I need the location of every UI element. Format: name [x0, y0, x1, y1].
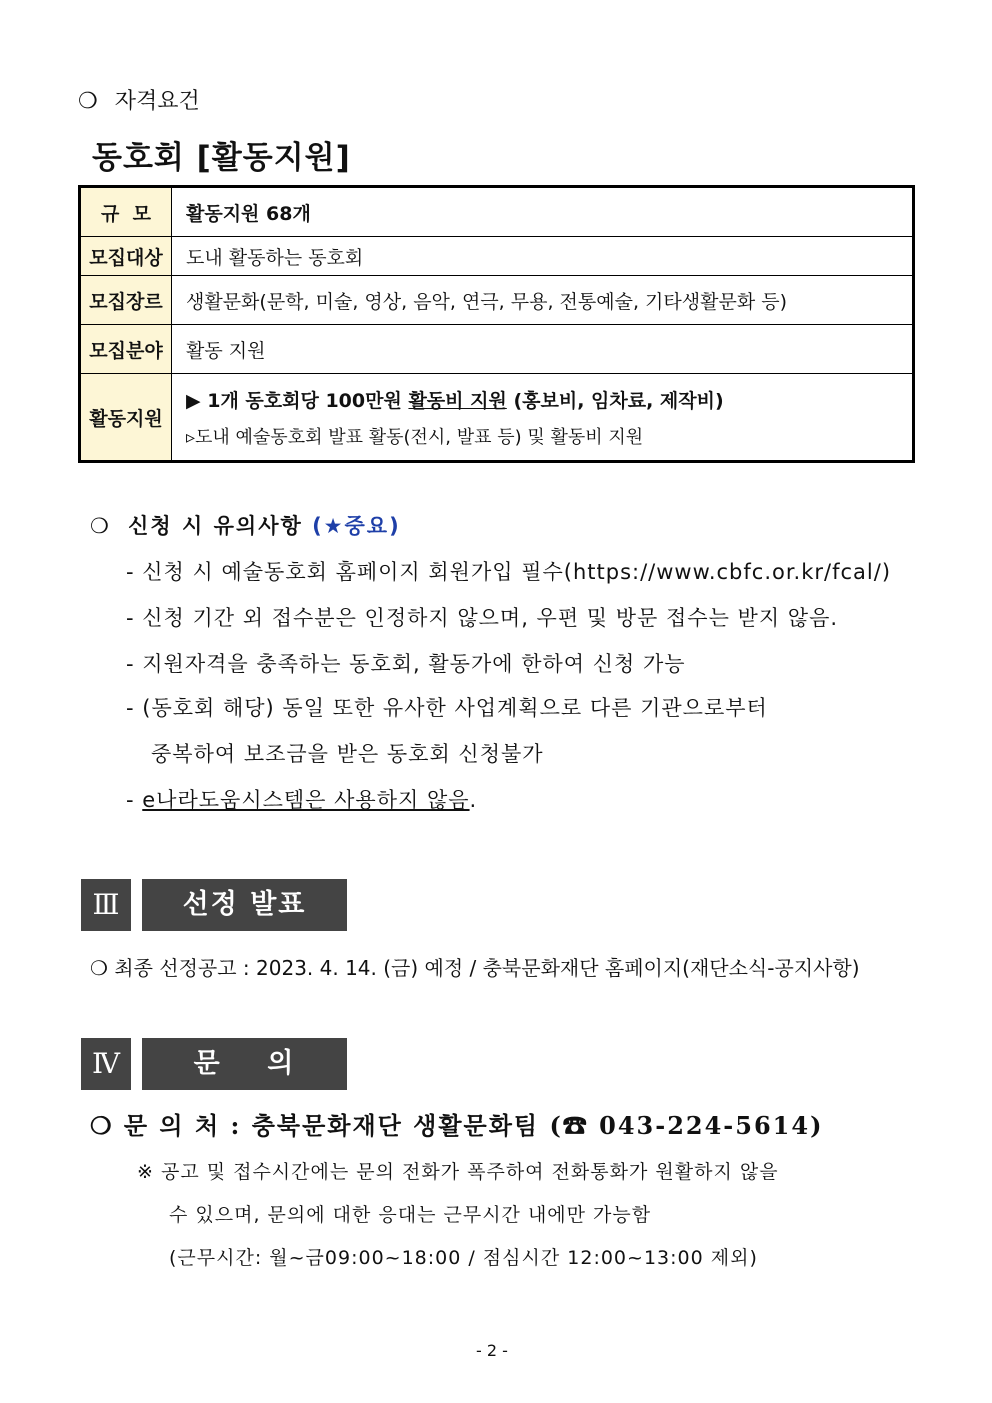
qualifications-heading — [78, 84, 200, 115]
contact-line: ❍ 문 의 처 : 충북문화재단 생활문화팀 (☎ 043-224-5614) — [90, 1111, 824, 1140]
support-line-1 — [186, 386, 898, 413]
row-value: 생활문화(문학, 미술, 영상, 음악, 연극, 무용, 전통예술, 기타생활문화 등) — [172, 276, 914, 325]
support-suffix: (홍보비, 임차료, 제작비) — [506, 389, 724, 412]
notice-item-continued: 중복하여 보조금을 받은 동호회 신청불가 — [151, 742, 544, 766]
notice-title-text: 신청 시 유의사항 — [128, 514, 303, 538]
announcement-line: ❍ 최종 선정공고 : 2023. 4. 14. (금) 예정 / 충북문화재단 홈페이지(재단소식-공지사항) — [90, 956, 860, 980]
qualifications-heading-text: 자격요건 — [114, 89, 200, 114]
support-detail — [172, 374, 914, 462]
qualification-table — [78, 185, 915, 463]
section-4-number: Ⅳ — [81, 1038, 131, 1090]
bullet-icon: ❍ — [78, 89, 98, 114]
notice-title — [90, 510, 401, 540]
row-label: 규 모 — [80, 187, 172, 237]
section-3-number: Ⅲ — [81, 879, 131, 931]
support-underlined: 활동비 지원 — [408, 389, 507, 412]
important-badge: (★중요) — [312, 514, 401, 538]
notice-item: - 신청 시 예술동호회 홈페이지 회원가입 필수(https://www.cbfc.or.kr/fcal/) — [126, 560, 892, 584]
note-line: ※ 공고 및 접수시간에는 문의 전화가 폭주하여 전화통화가 원활하지 않을 — [137, 1161, 779, 1183]
section-4-title: 문 의 — [142, 1038, 347, 1090]
row-value: 활동지원 68개 — [172, 187, 914, 237]
bullet-icon: ❍ — [90, 514, 111, 538]
page-number: - 2 - — [476, 1341, 508, 1360]
table-row — [80, 237, 914, 276]
row-value: 도내 활동하는 동호회 — [172, 237, 914, 276]
note-line: (근무시간: 월~금09:00~18:00 / 점심시간 12:00~13:00 제외) — [169, 1247, 758, 1269]
table-row — [80, 276, 914, 325]
notice-suffix: . — [469, 788, 478, 812]
notice-item — [126, 784, 477, 814]
notice-item: - (동호회 해당) 동일 또한 유사한 사업계획으로 다른 기관으로부터 — [126, 696, 768, 720]
table-row — [80, 187, 914, 237]
notice-item: - 지원자격을 충족하는 동호회, 활동가에 한하여 신청 가능 — [126, 652, 686, 676]
row-label: 모집장르 — [80, 276, 172, 325]
table-row — [80, 374, 914, 462]
support-line-2: ▹도내 예술동호회 발표 활동(전시, 발표 등) 및 활동비 지원 — [186, 426, 644, 448]
row-label: 모집분야 — [80, 325, 172, 374]
section-title: 동호회 [활동지원] — [92, 140, 351, 176]
notice-item: - 신청 기간 외 접수분은 인정하지 않으며, 우편 및 방문 접수는 받지 않음. — [126, 606, 839, 630]
notice-prefix: - — [126, 788, 143, 812]
section-3-title: 선정 발표 — [142, 879, 347, 931]
table-row — [80, 325, 914, 374]
support-prefix: ▶ 1개 동호회당 100만원 — [186, 389, 409, 412]
row-value: 활동 지원 — [172, 325, 914, 374]
note-line: 수 있으며, 문의에 대한 응대는 근무시간 내에만 가능함 — [169, 1204, 652, 1226]
notice-underlined: e나라도움시스템은 사용하지 않음 — [142, 788, 470, 812]
row-label: 모집대상 — [80, 237, 172, 276]
row-label: 활동지원 — [80, 374, 172, 462]
